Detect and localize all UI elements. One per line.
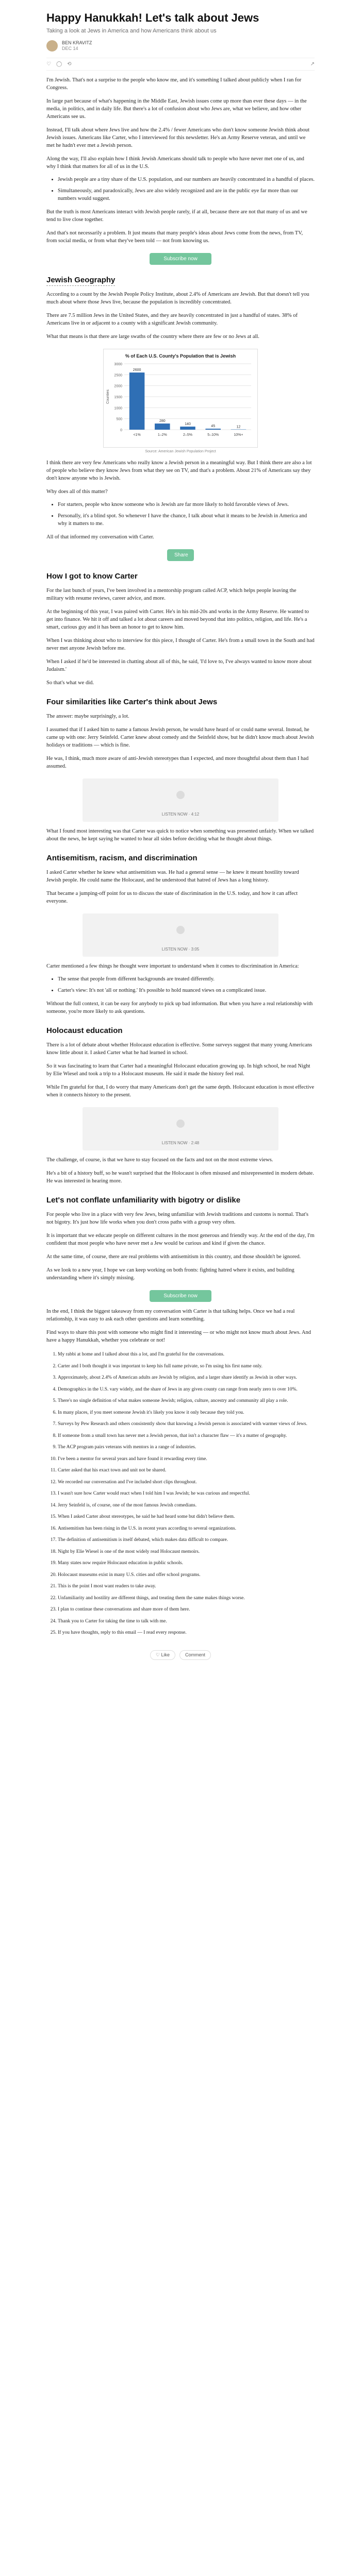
paragraph: I think there are very few Americans who really know a Jewish person in a meaningful way. But I think there are also a lot of people who believe they know Jews from what they see on TV, and that's a problem. About 21% of Americans say they don't know anyone who is Jewish.	[46, 460, 312, 481]
footnote: 12. We recorded our conversation and I've included short clips throughout.	[58, 1479, 315, 1486]
intro-paragraph: In large part because of what's happening in the Middle East, Jewish issues come up more than ever these days — in the media, in politics, and in daily life. But there's a lot of confusion about who Jews are, what we believe, and how other Americans see us.	[46, 98, 307, 120]
footnote: 10. I've been a mentor for several years and have found it rewarding every time.	[58, 1456, 315, 1463]
footnote: 16. Antisemitism has been rising in the U.S. in recent years according to several organizations.	[58, 1526, 315, 1533]
footnote: 7. Surveys by Pew Research and others consistently show that knowing a Jewish person is associated with warmer views of Jews.	[58, 1421, 315, 1428]
post-date: DEC 14	[62, 46, 78, 51]
y-tick-label: 1500	[114, 396, 122, 399]
byline	[46, 40, 315, 52]
paragraph: When I asked if he'd be interested in chatting about all of this, he said, 'I'd love to, I've always wanted to know more about Judaism.'	[46, 659, 312, 672]
paragraph: When I was thinking about who to interview for this piece, I thought of Carter. He's from a small town in the South and had never met anyone Jewish before me.	[46, 638, 315, 651]
bar	[129, 372, 145, 430]
section-heading: Antisemitism, racism, and discrimination	[46, 854, 198, 862]
footnote: 23. I plan to continue these conversations and share more of them here.	[58, 1606, 315, 1614]
share-button[interactable]: Share	[167, 549, 194, 561]
comment-icon[interactable]: ◯	[56, 61, 62, 67]
section-heading	[46, 275, 315, 285]
play-icon[interactable]	[176, 926, 185, 934]
footnote: 5. There's no single definition of what makes someone Jewish; religion, culture, ancestry and community all play a role.	[58, 1398, 315, 1405]
audio-embed[interactable]	[83, 1107, 278, 1150]
paragraph: I assumed that if I asked him to name a famous Jewish person, he would have heard of or could name several. Instead, he came up with one: Jerry Seinfeld. Carter knew about comedy and the Seinfeld show, but he didn't know much about Jewish holidays or traditions — which is fine.	[46, 727, 314, 748]
y-tick-label: 2000	[114, 384, 122, 388]
author-name[interactable]: BEN KRAVITZ	[62, 40, 92, 45]
y-axis-label: Counties	[106, 389, 110, 404]
post-subtitle: Taking a look at Jews in America and how Americans think about us	[46, 28, 217, 34]
paragraph: So that's what we did.	[46, 680, 94, 686]
footnote: 13. I wasn't sure how Carter would react when I told him I was Jewish; he was curious and respectful.	[58, 1490, 315, 1498]
paragraph: Without the full context, it can be easy for anybody to pick up bad information. But when you have a real relationship with someone, you're more likely to ask questions.	[46, 1001, 313, 1014]
paragraph: He's a bit of a history buff, so he wasn't surprised that the Holocaust is often misused and misrepresented in modern debate. He was interested in hearing more.	[46, 1171, 314, 1184]
x-tick-label: 10%+	[234, 433, 243, 437]
intro-paragraph: And that's not necessarily a problem. It just means that many people's ideas about Jews come from the news, from TV, from social media, or from what they've been told — not from knowing us.	[46, 230, 303, 244]
paragraph: At the same time, of course, there are real problems with antisemitism in this country, and those shouldn't be ignored.	[46, 1254, 301, 1260]
x-tick-label: 5–10%	[207, 433, 219, 437]
paragraph: At the beginning of this year, I was paired with Carter. He's in his mid-20s and works in the Army Reserve. He wanted to get into finance. We hit it off and talked a lot about careers and moved beyond that into politics, religion, and life. He's a smart, curious guy and it has been an honor to get to know him.	[46, 609, 309, 630]
paragraph: There is a lot of debate about whether Holocaust education is effective. Some surveys suggest that many young Americans know little about it. I asked Carter what he had learned in school.	[46, 1042, 313, 1056]
section-heading: Let's not conflate unfamiliarity with bigotry or dislike	[46, 1196, 241, 1205]
paragraph: The answer: maybe surprisingly, a lot.	[46, 714, 129, 719]
paragraph: Why does all of this matter?	[46, 489, 108, 495]
restack-icon[interactable]: ⟲	[67, 61, 72, 67]
audio-embed[interactable]	[83, 913, 278, 957]
paragraph: So it was fascinating to learn that Carter had a meaningful Holocaust education growing up. In high school, he read Night by Elie Wiesel and took a trip to a Holocaust museum. He said it made the history feel real.	[46, 1063, 310, 1077]
chart-title: % of Each U.S. County's Population that is Jewish	[125, 353, 236, 359]
article	[46, 0, 315, 1660]
paragraph: While I'm grateful for that, I do worry that many Americans don't get the same depth. Holocaust education is most effective when it connects history to the present.	[46, 1084, 315, 1098]
paragraph: For people who live in a place with very few Jews, being unfamiliar with Jewish traditions and customs is normal. That's not bigotry. It's just how life works when you don't cross paths with a group very often.	[46, 1212, 308, 1225]
paragraph: There are 7.5 million Jews in the United States, and they are heavily concentrated in just a handful of states. 38% of Americans live in or adjacent to a county with a significant Jewish community.	[46, 313, 298, 326]
play-icon[interactable]	[176, 1120, 185, 1128]
footnote: 21. This is the point I most want readers to take away.	[58, 1583, 315, 1590]
paragraph: According to a count by the Jewish People Policy Institute, about 2.4% of Americans are Jewish. But that doesn't tell you much about where those Jews live, because the population is incredibly concentrated.	[46, 292, 309, 305]
bar-value-label: 280	[159, 419, 166, 423]
subscribe-button[interactable]: Subscribe now	[150, 253, 211, 265]
paragraph: What I found most interesting was that Carter was quick to notice when something was presented unfairly. When we talked about the news, he kept saying he wanted to hear all sides before deciding what he thought about things.	[46, 828, 314, 842]
paragraph: That became a jumping-off point for us to discuss the state of discrimination in the U.S. today, and how it can affect everyone.	[46, 891, 298, 904]
heart-icon[interactable]: ♡	[46, 61, 51, 67]
y-tick-label: 2500	[114, 374, 122, 378]
paragraph: In the end, I think the biggest takeaway from my conversation with Carter is that talking helps. Once we had a real relationship, it was easy to ask each other questions and learn something.	[46, 1309, 295, 1322]
chart-svg	[104, 349, 257, 447]
footnote: 4. Demographics in the U.S. vary widely, and the share of Jews in any given county can range from nearly zero to over 10%.	[58, 1386, 315, 1394]
paragraph: It is important that we educate people on different cultures in the most generous and friendly way. At the end of the day, I'm confident that most people who have never met a Jew would be curious and kind if given the chance.	[46, 1233, 315, 1246]
footnote: 3. Approximately, about 2.4% of American adults are Jewish by religion, and a larger share identify as Jewish in other ways.	[58, 1375, 315, 1382]
like-button[interactable]: ♡ Like	[150, 1650, 175, 1660]
footnote: 1. My rabbi at home and I talked about this a lot, and I'm grateful for the conversations.	[58, 1351, 315, 1359]
footnote: 15. When I asked Carter about stereotypes, he said he had heard some but didn't believe them.	[58, 1514, 315, 1521]
bar-value-label: 12	[236, 425, 241, 429]
y-tick-label: 500	[116, 417, 122, 421]
section-heading: Holocaust education	[46, 1026, 123, 1035]
list-item: • For starters, people who know someone who is Jewish are far more likely to hold favorable views of Jews.	[58, 501, 315, 509]
bar	[180, 427, 195, 430]
anti-list	[46, 975, 315, 994]
intro-paragraph: Instead, I'll talk about where Jews live and how the 2.4% / fewer Americans who don't know someone Jewish think about Jewish issues. Americans like Carter, who I interviewed for this newsletter. He's an Army Reserve veteran, and until we met he hadn't ever met a Jewish person.	[46, 127, 310, 148]
footnote: 17. The definition of antisemitism is itself debated, which makes data difficult to compare.	[58, 1537, 315, 1544]
y-tick-label: 0	[120, 429, 122, 432]
y-tick-label: 3000	[114, 363, 122, 366]
section-heading-text: Jewish Geography	[46, 276, 115, 286]
list-item: • Personally, it's a blind spot. So whenever I have the chance, I talk about what it means to be Jewish in America and why it matters to me.	[58, 512, 315, 528]
bar-value-label: 2600	[133, 368, 141, 372]
audio-embed[interactable]	[83, 778, 278, 822]
share-icon[interactable]: ↗	[310, 61, 315, 67]
list-item: • The sense that people from different backgrounds are treated differently.	[58, 975, 315, 983]
play-icon[interactable]	[176, 791, 185, 799]
paragraph: All of that informed my conversation with Carter.	[46, 534, 154, 540]
bar	[231, 429, 247, 430]
paragraph: The challenge, of course, is that we have to stay focused on the facts and not on the most extreme views.	[46, 1157, 273, 1163]
intro-paragraph: I'm Jewish. That's not a surprise to the people who know me, and it's something I talked about publicly when I ran for Congress.	[46, 77, 302, 91]
footnote: 25. If you have thoughts, reply to this email — I read every response.	[58, 1630, 315, 1637]
paragraph: As we look to a new year, I hope we can keep working on both fronts: fighting hatred where it exists, and building understanding where it's simply missing.	[46, 1267, 294, 1281]
list-item: • Simultaneously, and paradoxically, Jews are also widely recognized and are in the public eye far more than our numbers would suggest.	[58, 187, 315, 202]
comment-button[interactable]: Comment	[179, 1650, 211, 1660]
embed-caption: LISTEN NOW · 3:05	[161, 947, 200, 952]
intro-list	[46, 176, 315, 202]
footnote: 2. Carter and I both thought it was important to keep his full name private, so I'm using his first name only.	[58, 1363, 315, 1370]
y-tick-label: 1000	[114, 406, 122, 411]
bar-value-label: 45	[211, 425, 216, 429]
footnote: 6. In many places, if you meet someone Jewish it's likely you know it only because they told you.	[58, 1410, 315, 1417]
paragraph: He was, I think, much more aware of anti-Jewish stereotypes than I expected, and more thoughtful about them than I had assumed.	[46, 756, 309, 769]
paragraph: For the last bunch of years, I've been involved in a mentorship program called ACP, which helps people leaving the military with resume reviews, career advice, and more.	[46, 588, 297, 601]
list-item: • Carter's view: It's not 'all or nothing.' It's possible to hold nuanced views on a complicated issue.	[58, 987, 315, 994]
paragraph: Carter mentioned a few things he thought were important to understand when it comes to discrimination in America:	[46, 963, 299, 969]
paragraph: What that means is that there are large swaths of the country where there are few or no Jews at all.	[46, 334, 259, 340]
bar	[155, 423, 170, 430]
embed-caption: LISTEN NOW · 2:48	[161, 1141, 200, 1145]
x-tick-label: <1%	[133, 433, 141, 437]
geo-list	[46, 501, 315, 528]
intro-paragraph: But the truth is most Americans interact with Jewish people rarely, if at all, because there are not that many of us and we tend to live close together.	[46, 209, 307, 223]
subscribe-button[interactable]: Subscribe now	[150, 1290, 211, 1302]
footnote: 8. If someone from a small town has never met a Jewish person, that isn't a character flaw — it's a matter of geography.	[58, 1433, 315, 1440]
footnote: 14. Jerry Seinfeld is, of course, one of the most famous Jewish comedians.	[58, 1502, 315, 1510]
footnote: 18. Night by Elie Wiesel is one of the most widely read Holocaust memoirs.	[58, 1549, 315, 1556]
footnote: 9. The ACP program pairs veterans with mentors in a range of industries.	[58, 1444, 315, 1451]
list-item: • Jewish people are a tiny share of the U.S. population, and our numbers are heavily concentrated in a handful of places.	[58, 176, 315, 183]
footnote: 22. Unfamiliarity and hostility are different things, and treating them the same makes things worse.	[58, 1595, 315, 1602]
footnote: 11. Carter asked that his exact town and unit not be shared.	[58, 1467, 315, 1475]
x-tick-label: 2–5%	[183, 433, 192, 437]
bar	[205, 429, 221, 430]
footnotes	[46, 1351, 315, 1637]
footnote: 24. Thank you to Carter for taking the time to talk with me.	[58, 1618, 315, 1625]
byline-text	[62, 40, 92, 52]
action-bar-left	[46, 61, 72, 67]
chart-source: Source: American Jewish Population Project	[145, 450, 216, 453]
county-chart	[103, 349, 258, 448]
footnote: 20. Holocaust museums exist in many U.S. cities and offer school programs.	[58, 1572, 315, 1579]
paragraph: Find ways to share this post with someone who might find it interesting — or who might not know much about Jews. And have a happy Hanukkah, whether you celebrate or not!	[46, 1330, 311, 1343]
action-bar-right	[310, 61, 315, 67]
paragraph: I asked Carter whether he knew what antisemitism was. He had a general sense — he knew it meant hostility toward Jewish people. He could name the Holocaust, and he understood that hatred of Jews has a long history.	[46, 870, 299, 883]
bar-value-label: 140	[185, 422, 191, 427]
section-heading: How I got to know Carter	[46, 572, 138, 581]
avatar[interactable]	[46, 40, 58, 52]
post-title: Happy Hanukkah! Let's talk about Jews	[46, 11, 259, 24]
x-tick-label: 1–2%	[157, 433, 167, 437]
reaction-bar	[46, 1650, 315, 1660]
embed-caption: LISTEN NOW · 4:12	[161, 812, 200, 817]
section-heading: Four similarities like Carter's think about Jews	[46, 698, 218, 706]
footnote: 19. Many states now require Holocaust education in public schools.	[58, 1560, 315, 1567]
action-bar	[46, 58, 315, 71]
intro-paragraph: Along the way, I'll also explain how I think Jewish Americans should talk to people who have never met one of us, and why I think that matters for all of us in the U.S.	[46, 156, 304, 170]
